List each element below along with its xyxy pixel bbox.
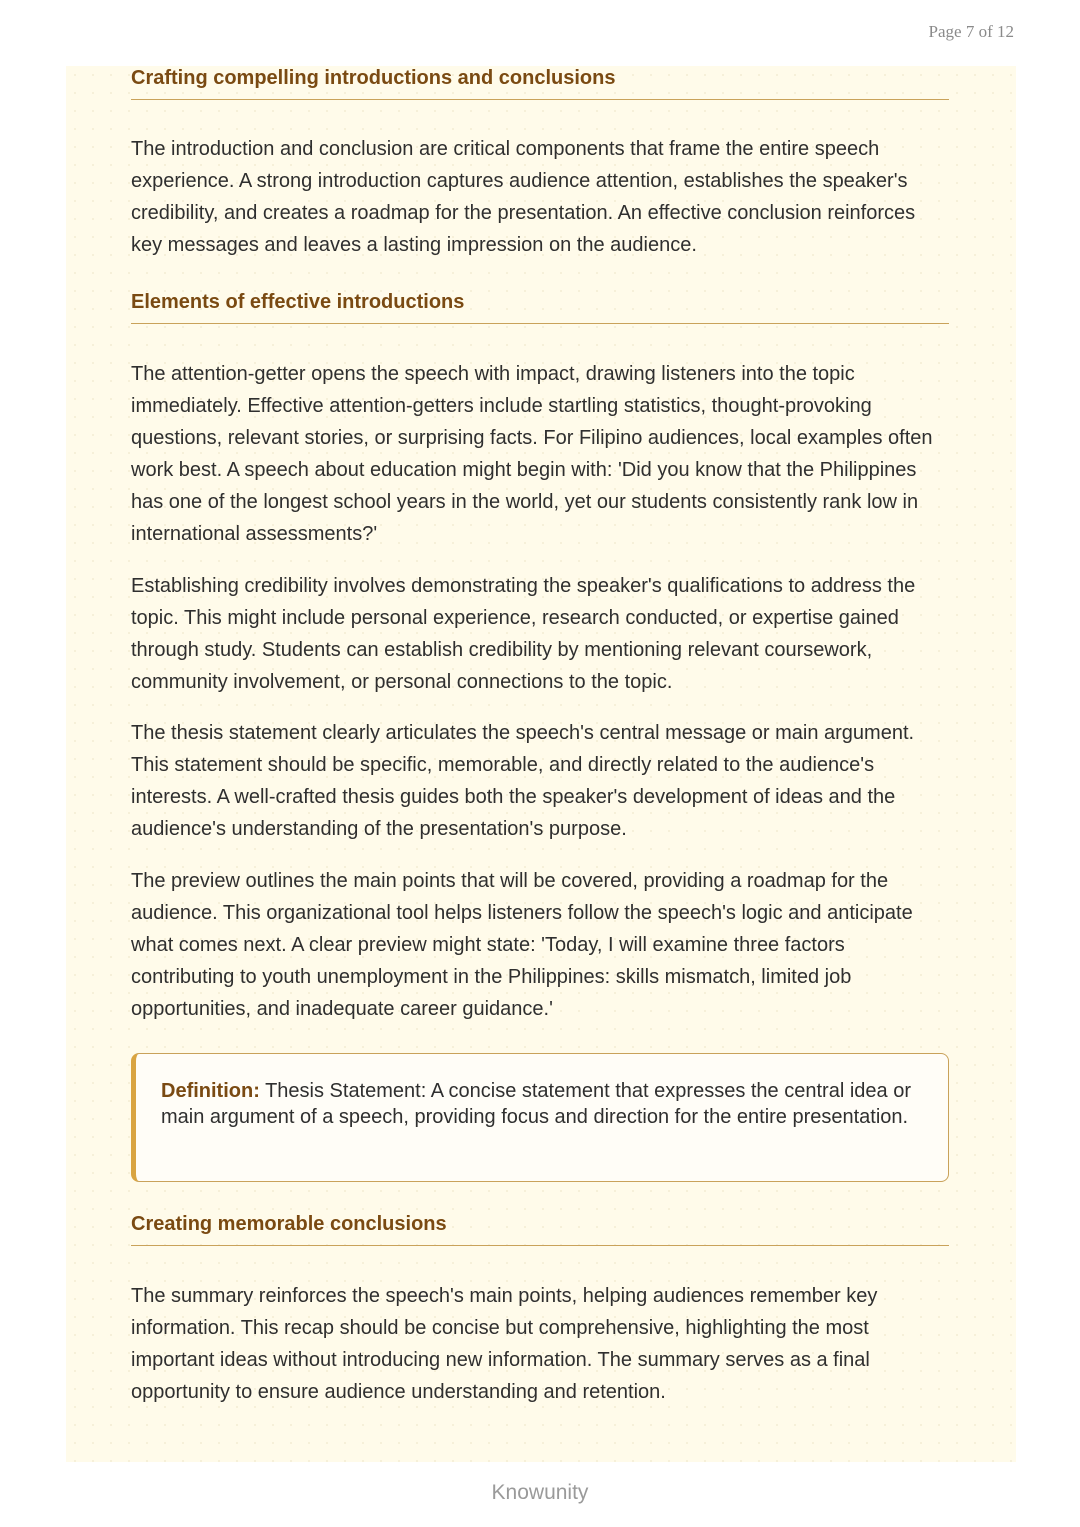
paragraph: The preview outlines the main points that will be covered, providing a roadmap for the audience. This organizational tool helps listeners follow the speech's logic and anticipate what comes next. A clear preview might state: 'Today, I will examine three factors contributing to youth unemployment in the Philippines: skills mismatch, limited job opportunities, and inadequate career guidance.' [131,870,913,1020]
section-heading: Elements of effective introductions [131,291,949,324]
paragraph-block [131,570,949,698]
paragraph-block [131,865,949,1025]
section-heading: Creating memorable conclusions [131,1213,949,1246]
section-intro-conclusion [131,66,949,100]
paragraph: The thesis statement clearly articulates the speech's central message or main argument. This statement should be specific, memorable, and directly related to the audience's interests. A well-crafted thesis guides both the speaker's development of ideas and the audience's understanding of the presentation's purpose. [131,722,915,840]
paragraph: The summary reinforces the speech's main points, helping audiences remember key information. This recap should be concise but comprehensive, highlighting the most important ideas without introducing new information. The summary serves as a final opportunity to ensure audience understanding and retention. [131,1285,878,1403]
definition-text: Thesis Statement: A concise statement that expresses the central idea or main argument of a speech, providing focus and direction for the entire presentation. [161,1080,911,1128]
paragraph: Establishing credibility involves demonstrating the speaker's qualifications to address the topic. This might include personal experience, research conducted, or expertise gained through study. Students can establish credibility by mentioning relevant coursework, community involvement, or personal connections to the topic. [131,575,916,693]
notes-page [66,66,1016,1462]
paragraph-block [131,133,949,261]
paragraph: The introduction and conclusion are critical components that frame the entire speech experience. A strong introduction captures audience attention, establishes the speaker's credibility, and creates a roadmap for the presentation. An effective conclusion reinforces key messages and leaves a lasting impression on the audience. [131,138,916,256]
section-memorable-conclusions [131,1213,949,1246]
paragraph: The attention-getter opens the speech with impact, drawing listeners into the topic immediately. Effective attention-getters include startling statistics, thought-provoking questions, relevant stories, or surprising facts. For Filipino audiences, local examples often work best. A speech about education might begin with: 'Did you know that the Philippines has one of the longest school years in the world, yet our students consistently rank low in international assessments?' [131,363,933,545]
definition-callout [131,1053,949,1182]
page-number: Page 7 of 12 [928,22,1014,41]
footer-brand: Knowunity [491,1481,589,1504]
paragraph-block [131,1280,949,1408]
paragraph-block [131,717,949,845]
section-effective-introductions [131,291,949,324]
paragraph-block [131,358,949,550]
section-heading: Crafting compelling introductions and conclusions [131,66,949,100]
definition-label: Definition: [161,1080,260,1102]
